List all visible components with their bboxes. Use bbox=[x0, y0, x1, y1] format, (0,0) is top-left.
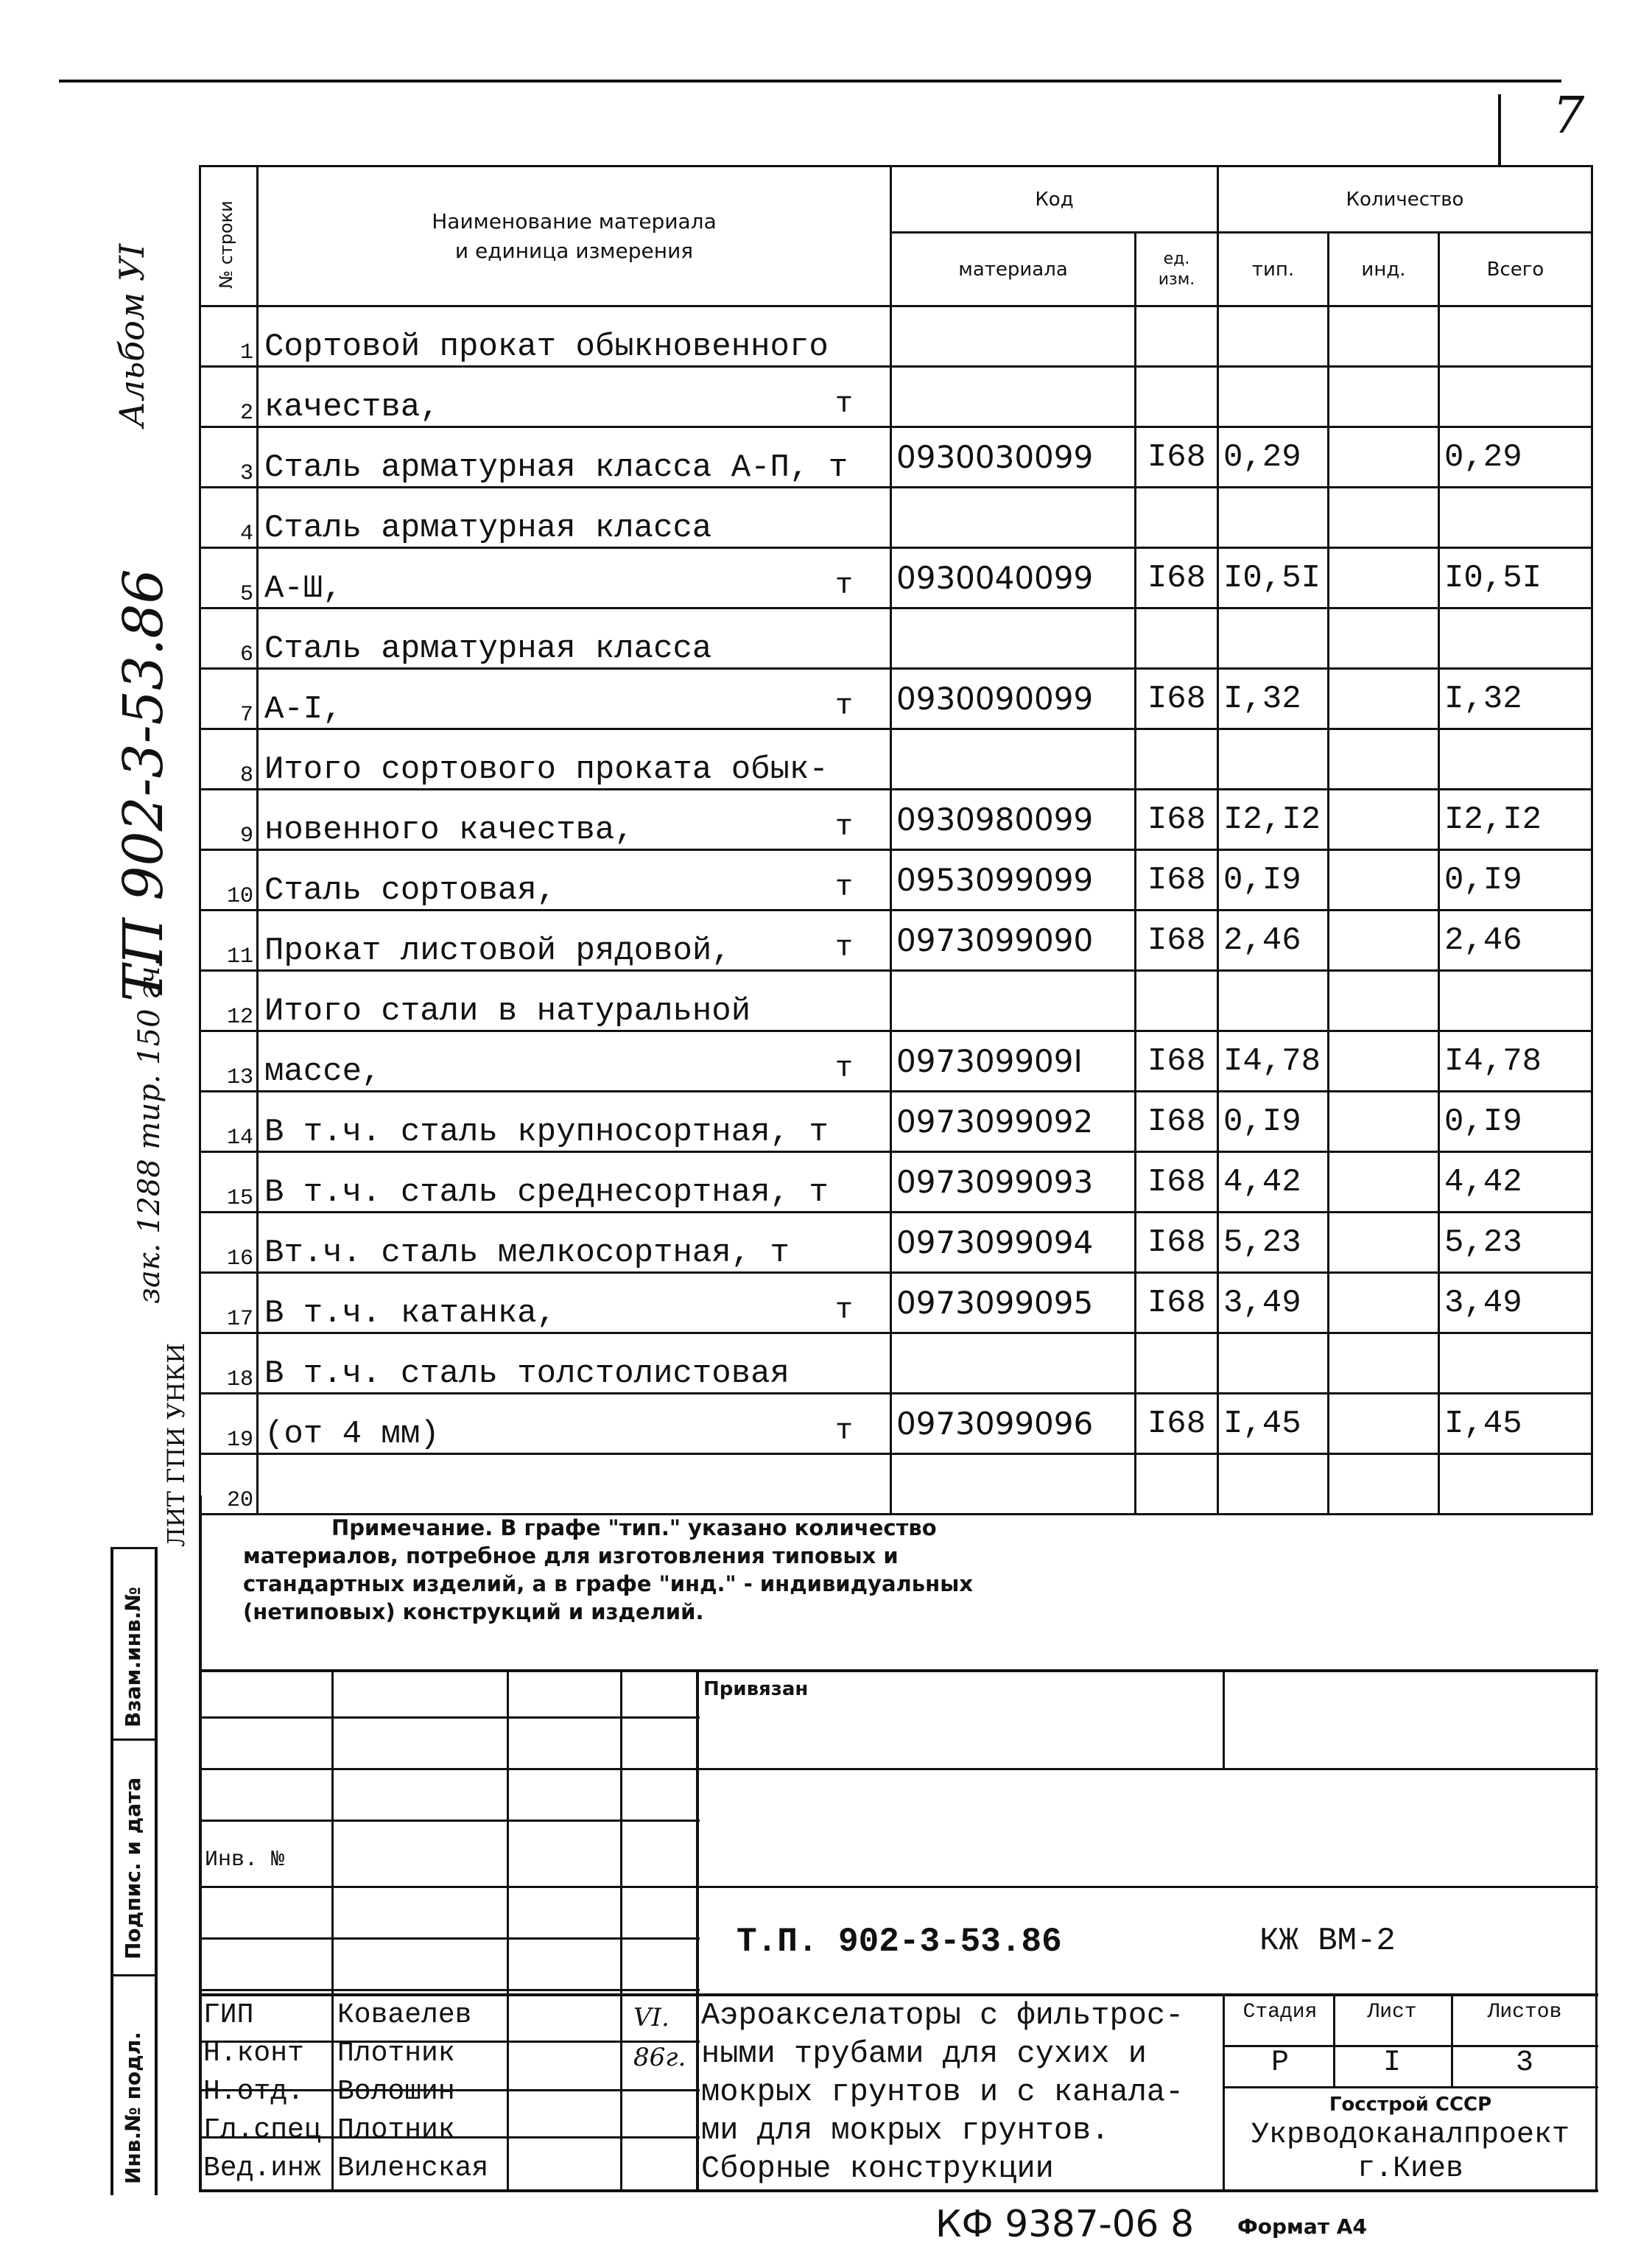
qty-typ: I2,I2 bbox=[1218, 790, 1329, 850]
qty-ind bbox=[1329, 1333, 1439, 1394]
unit-code: I68 bbox=[1136, 1213, 1218, 1273]
note: Примечание. В графе "тип." указано количество материалов, потребное для изготовления типовых и стандартных изделий, а в графе "инд." - индивидуальных (нетиповых) конструкций и изделий. bbox=[243, 1515, 974, 1624]
qty-typ bbox=[1218, 306, 1329, 367]
material-name bbox=[258, 1394, 891, 1454]
qty-total: I4,78 bbox=[1439, 1031, 1592, 1092]
qty-typ bbox=[1218, 729, 1329, 790]
header-ind: инд. bbox=[1329, 233, 1439, 306]
stamp-person-name: Виленская bbox=[337, 2153, 489, 2184]
footer-format: Формат А4 bbox=[1237, 2214, 1367, 2239]
material-code: 0973099094 bbox=[891, 1213, 1136, 1273]
material-code: 0973099095 bbox=[891, 1273, 1136, 1333]
header-code-material: материала bbox=[891, 233, 1136, 306]
qty-ind bbox=[1329, 850, 1439, 911]
material-name-text: новенного качества, bbox=[264, 812, 634, 849]
material-code bbox=[891, 367, 1136, 427]
stamp-role: Н.конт bbox=[203, 2038, 304, 2069]
material-name-text: В т.ч. сталь среднесортная, т bbox=[264, 1174, 829, 1211]
margin-inner-line bbox=[155, 1547, 158, 2195]
material-name-text: Прокат листовой рядовой, bbox=[264, 933, 731, 969]
material-code: 0930090099 bbox=[891, 669, 1136, 729]
row-number: 4 bbox=[200, 488, 258, 548]
table-body bbox=[200, 306, 1592, 1515]
qty-typ: 2,46 bbox=[1218, 911, 1329, 971]
qty-total: 2,46 bbox=[1439, 911, 1592, 971]
material-code: 0953099099 bbox=[891, 850, 1136, 911]
qty-typ: I4,78 bbox=[1218, 1031, 1329, 1092]
qty-ind bbox=[1329, 1273, 1439, 1333]
side-project-number: ТП 902-3-53.86 bbox=[112, 569, 175, 1002]
side-org-label: ЛИТ ГПИ УНКИ bbox=[162, 1343, 190, 1547]
unit-code: I68 bbox=[1136, 1394, 1218, 1454]
table-row bbox=[200, 1454, 1592, 1515]
qty-ind bbox=[1329, 306, 1439, 367]
qty-ind bbox=[1329, 1152, 1439, 1213]
unit-code: I68 bbox=[1136, 1031, 1218, 1092]
table-row bbox=[200, 1152, 1592, 1213]
material-unit-label: т bbox=[834, 388, 853, 421]
material-name bbox=[258, 548, 891, 608]
stamp-role: Вед.инж bbox=[203, 2153, 321, 2184]
qty-ind bbox=[1329, 367, 1439, 427]
row-number: 11 bbox=[200, 911, 258, 971]
row-number: 7 bbox=[200, 669, 258, 729]
qty-total: 5,23 bbox=[1439, 1213, 1592, 1273]
qty-typ bbox=[1218, 367, 1329, 427]
stamp-person-name: Плотник bbox=[337, 2038, 455, 2069]
row-number: 20 bbox=[200, 1454, 258, 1515]
table-row bbox=[200, 548, 1592, 608]
qty-typ: 0,29 bbox=[1218, 427, 1329, 488]
qty-typ: 4,42 bbox=[1218, 1152, 1329, 1213]
table-row bbox=[200, 729, 1592, 790]
material-code: 097309909I bbox=[891, 1031, 1136, 1092]
table-row bbox=[200, 1092, 1592, 1152]
stamp-stage: Р bbox=[1270, 2046, 1289, 2080]
qty-ind bbox=[1329, 911, 1439, 971]
material-unit-label: т bbox=[834, 1053, 853, 1086]
page-number: 7 bbox=[1553, 87, 1585, 145]
row-number: 1 bbox=[200, 306, 258, 367]
stamp-sheets: 3 bbox=[1515, 2046, 1533, 2080]
margin-top-line bbox=[110, 1547, 158, 1549]
material-name bbox=[258, 1152, 891, 1213]
qty-typ bbox=[1218, 1333, 1329, 1394]
row-number: 9 bbox=[200, 790, 258, 850]
material-code: 0973099096 bbox=[891, 1394, 1136, 1454]
qty-total: 4,42 bbox=[1439, 1152, 1592, 1213]
material-name bbox=[258, 1333, 891, 1394]
qty-ind bbox=[1329, 1394, 1439, 1454]
qty-ind bbox=[1329, 488, 1439, 548]
material-name-text bbox=[259, 1476, 264, 1513]
material-unit-label: т bbox=[834, 932, 853, 965]
unit-code bbox=[1136, 1333, 1218, 1394]
unit-code bbox=[1136, 971, 1218, 1031]
qty-total: 0,I9 bbox=[1439, 1092, 1592, 1152]
stamp-org2: Укрводоканалпроект bbox=[1251, 2119, 1570, 2152]
stamp-mark: КЖ ВМ-2 bbox=[1259, 1923, 1396, 1959]
stamp-person-name: Волошин bbox=[337, 2076, 455, 2108]
material-code: 0973099093 bbox=[891, 1152, 1136, 1213]
material-name bbox=[258, 850, 891, 911]
unit-code: I68 bbox=[1136, 1152, 1218, 1213]
note-left-border bbox=[199, 1495, 202, 1672]
material-name bbox=[258, 971, 891, 1031]
material-name-text: массе, bbox=[264, 1053, 382, 1090]
material-name bbox=[258, 608, 891, 669]
table-row bbox=[200, 1213, 1592, 1273]
header-typ: тип. bbox=[1218, 233, 1329, 306]
qty-typ: I,32 bbox=[1218, 669, 1329, 729]
qty-typ: 0,I9 bbox=[1218, 1092, 1329, 1152]
qty-total bbox=[1439, 971, 1592, 1031]
material-code bbox=[891, 729, 1136, 790]
table-row bbox=[200, 971, 1592, 1031]
table-row bbox=[200, 306, 1592, 367]
material-code bbox=[891, 1454, 1136, 1515]
material-code: 0973099090 bbox=[891, 911, 1136, 971]
material-name bbox=[258, 1031, 891, 1092]
row-number: 12 bbox=[200, 971, 258, 1031]
material-code bbox=[891, 1333, 1136, 1394]
material-name-text: А-I, bbox=[264, 691, 342, 728]
unit-code bbox=[1136, 729, 1218, 790]
material-name-text: Итого стали в натуральной bbox=[264, 993, 751, 1030]
table-row bbox=[200, 1333, 1592, 1394]
material-unit-label: т bbox=[834, 569, 853, 603]
stamp-person-name: Коваелев bbox=[337, 1999, 472, 2031]
qty-total bbox=[1439, 608, 1592, 669]
unit-code: I68 bbox=[1136, 548, 1218, 608]
stamp-sheet-label: Лист bbox=[1367, 2001, 1417, 2024]
qty-total: 0,29 bbox=[1439, 427, 1592, 488]
unit-code: I68 bbox=[1136, 427, 1218, 488]
qty-ind bbox=[1329, 669, 1439, 729]
qty-total: I2,I2 bbox=[1439, 790, 1592, 850]
header-row-no: № строки bbox=[200, 166, 258, 306]
header-quantity: Количество bbox=[1218, 166, 1592, 233]
material-name bbox=[258, 1213, 891, 1273]
table-row bbox=[200, 608, 1592, 669]
material-name bbox=[258, 306, 891, 367]
header-total: Всего bbox=[1439, 233, 1592, 306]
material-name-text: Сталь сортовая, bbox=[264, 872, 557, 909]
unit-code: I68 bbox=[1136, 911, 1218, 971]
material-name-text: Вт.ч. сталь мелкосортная, т bbox=[264, 1235, 790, 1271]
unit-code: I68 bbox=[1136, 1273, 1218, 1333]
material-unit-label: т bbox=[834, 1294, 853, 1327]
qty-typ bbox=[1218, 608, 1329, 669]
row-number: 16 bbox=[200, 1213, 258, 1273]
qty-ind bbox=[1329, 1031, 1439, 1092]
qty-typ: I,45 bbox=[1218, 1394, 1329, 1454]
material-name bbox=[258, 669, 891, 729]
side-order-info: зак. 1288 тир. 150 гч. bbox=[133, 956, 166, 1304]
table-row bbox=[200, 367, 1592, 427]
qty-typ bbox=[1218, 971, 1329, 1031]
row-number: 8 bbox=[200, 729, 258, 790]
table-row bbox=[200, 790, 1592, 850]
margin-label-podpis: Подпис. и дата bbox=[121, 1777, 145, 1959]
material-name-text: А-Ш, bbox=[264, 570, 342, 607]
qty-ind bbox=[1329, 729, 1439, 790]
material-name bbox=[258, 729, 891, 790]
unit-code bbox=[1136, 488, 1218, 548]
material-name bbox=[258, 1273, 891, 1333]
material-code bbox=[891, 488, 1136, 548]
material-unit-label: т bbox=[834, 690, 853, 723]
table-row bbox=[200, 1273, 1592, 1333]
material-name bbox=[258, 1454, 891, 1515]
qty-ind bbox=[1329, 790, 1439, 850]
material-name bbox=[258, 427, 891, 488]
material-unit-label: т bbox=[834, 811, 853, 844]
material-code: 0930030099 bbox=[891, 427, 1136, 488]
material-code bbox=[891, 306, 1136, 367]
table-row bbox=[200, 1394, 1592, 1454]
row-number: 19 bbox=[200, 1394, 258, 1454]
material-name-text: Сортовой прокат обыкновенного bbox=[264, 329, 829, 365]
material-code: 0930980099 bbox=[891, 790, 1136, 850]
unit-code: I68 bbox=[1136, 790, 1218, 850]
material-code: 0930040099 bbox=[891, 548, 1136, 608]
table-row bbox=[200, 427, 1592, 488]
row-number: 2 bbox=[200, 367, 258, 427]
row-number: 18 bbox=[200, 1333, 258, 1394]
table-row bbox=[200, 1031, 1592, 1092]
table-row bbox=[200, 488, 1592, 548]
qty-total: I,32 bbox=[1439, 669, 1592, 729]
margin-outer-line bbox=[110, 1547, 113, 2195]
material-name-text: Сталь арматурная класса bbox=[264, 510, 712, 547]
material-name bbox=[258, 911, 891, 971]
unit-code bbox=[1136, 608, 1218, 669]
qty-ind bbox=[1329, 1454, 1439, 1515]
stamp-inv-no: Инв. № bbox=[205, 1848, 285, 1873]
unit-code bbox=[1136, 367, 1218, 427]
stamp-org3: г.Киев bbox=[1357, 2153, 1464, 2186]
qty-total bbox=[1439, 729, 1592, 790]
qty-typ: I0,5I bbox=[1218, 548, 1329, 608]
qty-typ bbox=[1218, 488, 1329, 548]
stamp-doc-code: Т.П. 902-3-53.86 bbox=[737, 1923, 1062, 1961]
table-row bbox=[200, 911, 1592, 971]
material-unit-label: т bbox=[834, 1415, 853, 1448]
qty-typ: 5,23 bbox=[1218, 1213, 1329, 1273]
stamp-date: VI. 86г. bbox=[633, 2003, 686, 2072]
material-name-text: Итого сортового проката обык- bbox=[264, 751, 829, 788]
qty-total: 3,49 bbox=[1439, 1273, 1592, 1333]
material-code bbox=[891, 608, 1136, 669]
stamp-role: Н.отд. bbox=[203, 2076, 304, 2108]
margin-sep1 bbox=[110, 1739, 158, 1741]
stamp-stage-label: Стадия bbox=[1242, 2001, 1318, 2024]
qty-ind bbox=[1329, 1213, 1439, 1273]
material-name bbox=[258, 488, 891, 548]
material-name bbox=[258, 1092, 891, 1152]
material-name-text: качества, bbox=[264, 389, 440, 426]
material-code: 0973099092 bbox=[891, 1092, 1136, 1152]
qty-ind bbox=[1329, 971, 1439, 1031]
table-row bbox=[200, 669, 1592, 729]
materials-table bbox=[199, 165, 1593, 1515]
margin-label-vzam: Взам.инв.№ bbox=[121, 1586, 145, 1727]
material-name-text: В т.ч. сталь крупносортная, т bbox=[264, 1114, 829, 1151]
stamp-person-name: Плотник bbox=[337, 2114, 455, 2146]
qty-ind bbox=[1329, 608, 1439, 669]
row-number: 3 bbox=[200, 427, 258, 488]
qty-total: 0,I9 bbox=[1439, 850, 1592, 911]
material-name bbox=[258, 790, 891, 850]
header-code-unit: ед. изм. bbox=[1136, 233, 1218, 306]
unit-code bbox=[1136, 1454, 1218, 1515]
footer-code: КФ 9387-06 8 bbox=[935, 2203, 1195, 2245]
material-name-text: В т.ч. сталь толстолистовая bbox=[264, 1355, 790, 1392]
row-number: 6 bbox=[200, 608, 258, 669]
qty-total bbox=[1439, 1333, 1592, 1394]
margin-label-inv-podl: Инв.№ подл. bbox=[121, 2032, 145, 2184]
row-number: 14 bbox=[200, 1092, 258, 1152]
material-name-text: Сталь арматурная класса А-П, т bbox=[264, 449, 848, 486]
qty-ind bbox=[1329, 1092, 1439, 1152]
material-name-text: (от 4 мм) bbox=[264, 1416, 440, 1453]
row-number: 13 bbox=[200, 1031, 258, 1092]
stamp-title: Аэроакселаторы с фильтрос- ными трубами для сухих и мокрых грунтов и с канала- ми для мокрых грунтов. Сборные конструкции bbox=[701, 1998, 1184, 2186]
table-row bbox=[200, 850, 1592, 911]
material-name bbox=[258, 367, 891, 427]
row-number: 17 bbox=[200, 1273, 258, 1333]
stamp-org1: Госстрой СССР bbox=[1329, 2094, 1492, 2116]
qty-total: I,45 bbox=[1439, 1394, 1592, 1454]
qty-total: I0,5I bbox=[1439, 548, 1592, 608]
qty-total bbox=[1439, 488, 1592, 548]
row-number: 10 bbox=[200, 850, 258, 911]
material-unit-label: т bbox=[834, 871, 853, 905]
material-code bbox=[891, 971, 1136, 1031]
qty-typ: 0,I9 bbox=[1218, 850, 1329, 911]
row-number: 5 bbox=[200, 548, 258, 608]
stamp-role: Гл.спец bbox=[203, 2114, 321, 2146]
material-name-text: Сталь арматурная класса bbox=[264, 631, 712, 667]
row-number: 15 bbox=[200, 1152, 258, 1213]
unit-code bbox=[1136, 306, 1218, 367]
qty-total bbox=[1439, 367, 1592, 427]
unit-code: I68 bbox=[1136, 1092, 1218, 1152]
page-number-box-left bbox=[1498, 94, 1501, 166]
qty-ind bbox=[1329, 548, 1439, 608]
qty-typ bbox=[1218, 1454, 1329, 1515]
header-code: Код bbox=[891, 166, 1218, 233]
stamp-role: ГИП bbox=[203, 1999, 254, 2031]
stamp-sheet: I bbox=[1382, 2046, 1401, 2080]
stamp-sheets-label: Листов bbox=[1487, 2001, 1562, 2024]
margin-sep2 bbox=[110, 1974, 158, 1976]
unit-code: I68 bbox=[1136, 669, 1218, 729]
qty-ind bbox=[1329, 427, 1439, 488]
qty-typ: 3,49 bbox=[1218, 1273, 1329, 1333]
qty-total bbox=[1439, 1454, 1592, 1515]
stamp-privyazan: Привязан bbox=[703, 1678, 809, 1700]
top-rule bbox=[59, 80, 1561, 83]
qty-total bbox=[1439, 306, 1592, 367]
header-name: Наименование материала и единица измерения bbox=[258, 166, 891, 306]
side-album-label: Альбом УI bbox=[112, 243, 152, 427]
material-name-text: В т.ч. катанка, bbox=[264, 1295, 557, 1332]
unit-code: I68 bbox=[1136, 850, 1218, 911]
